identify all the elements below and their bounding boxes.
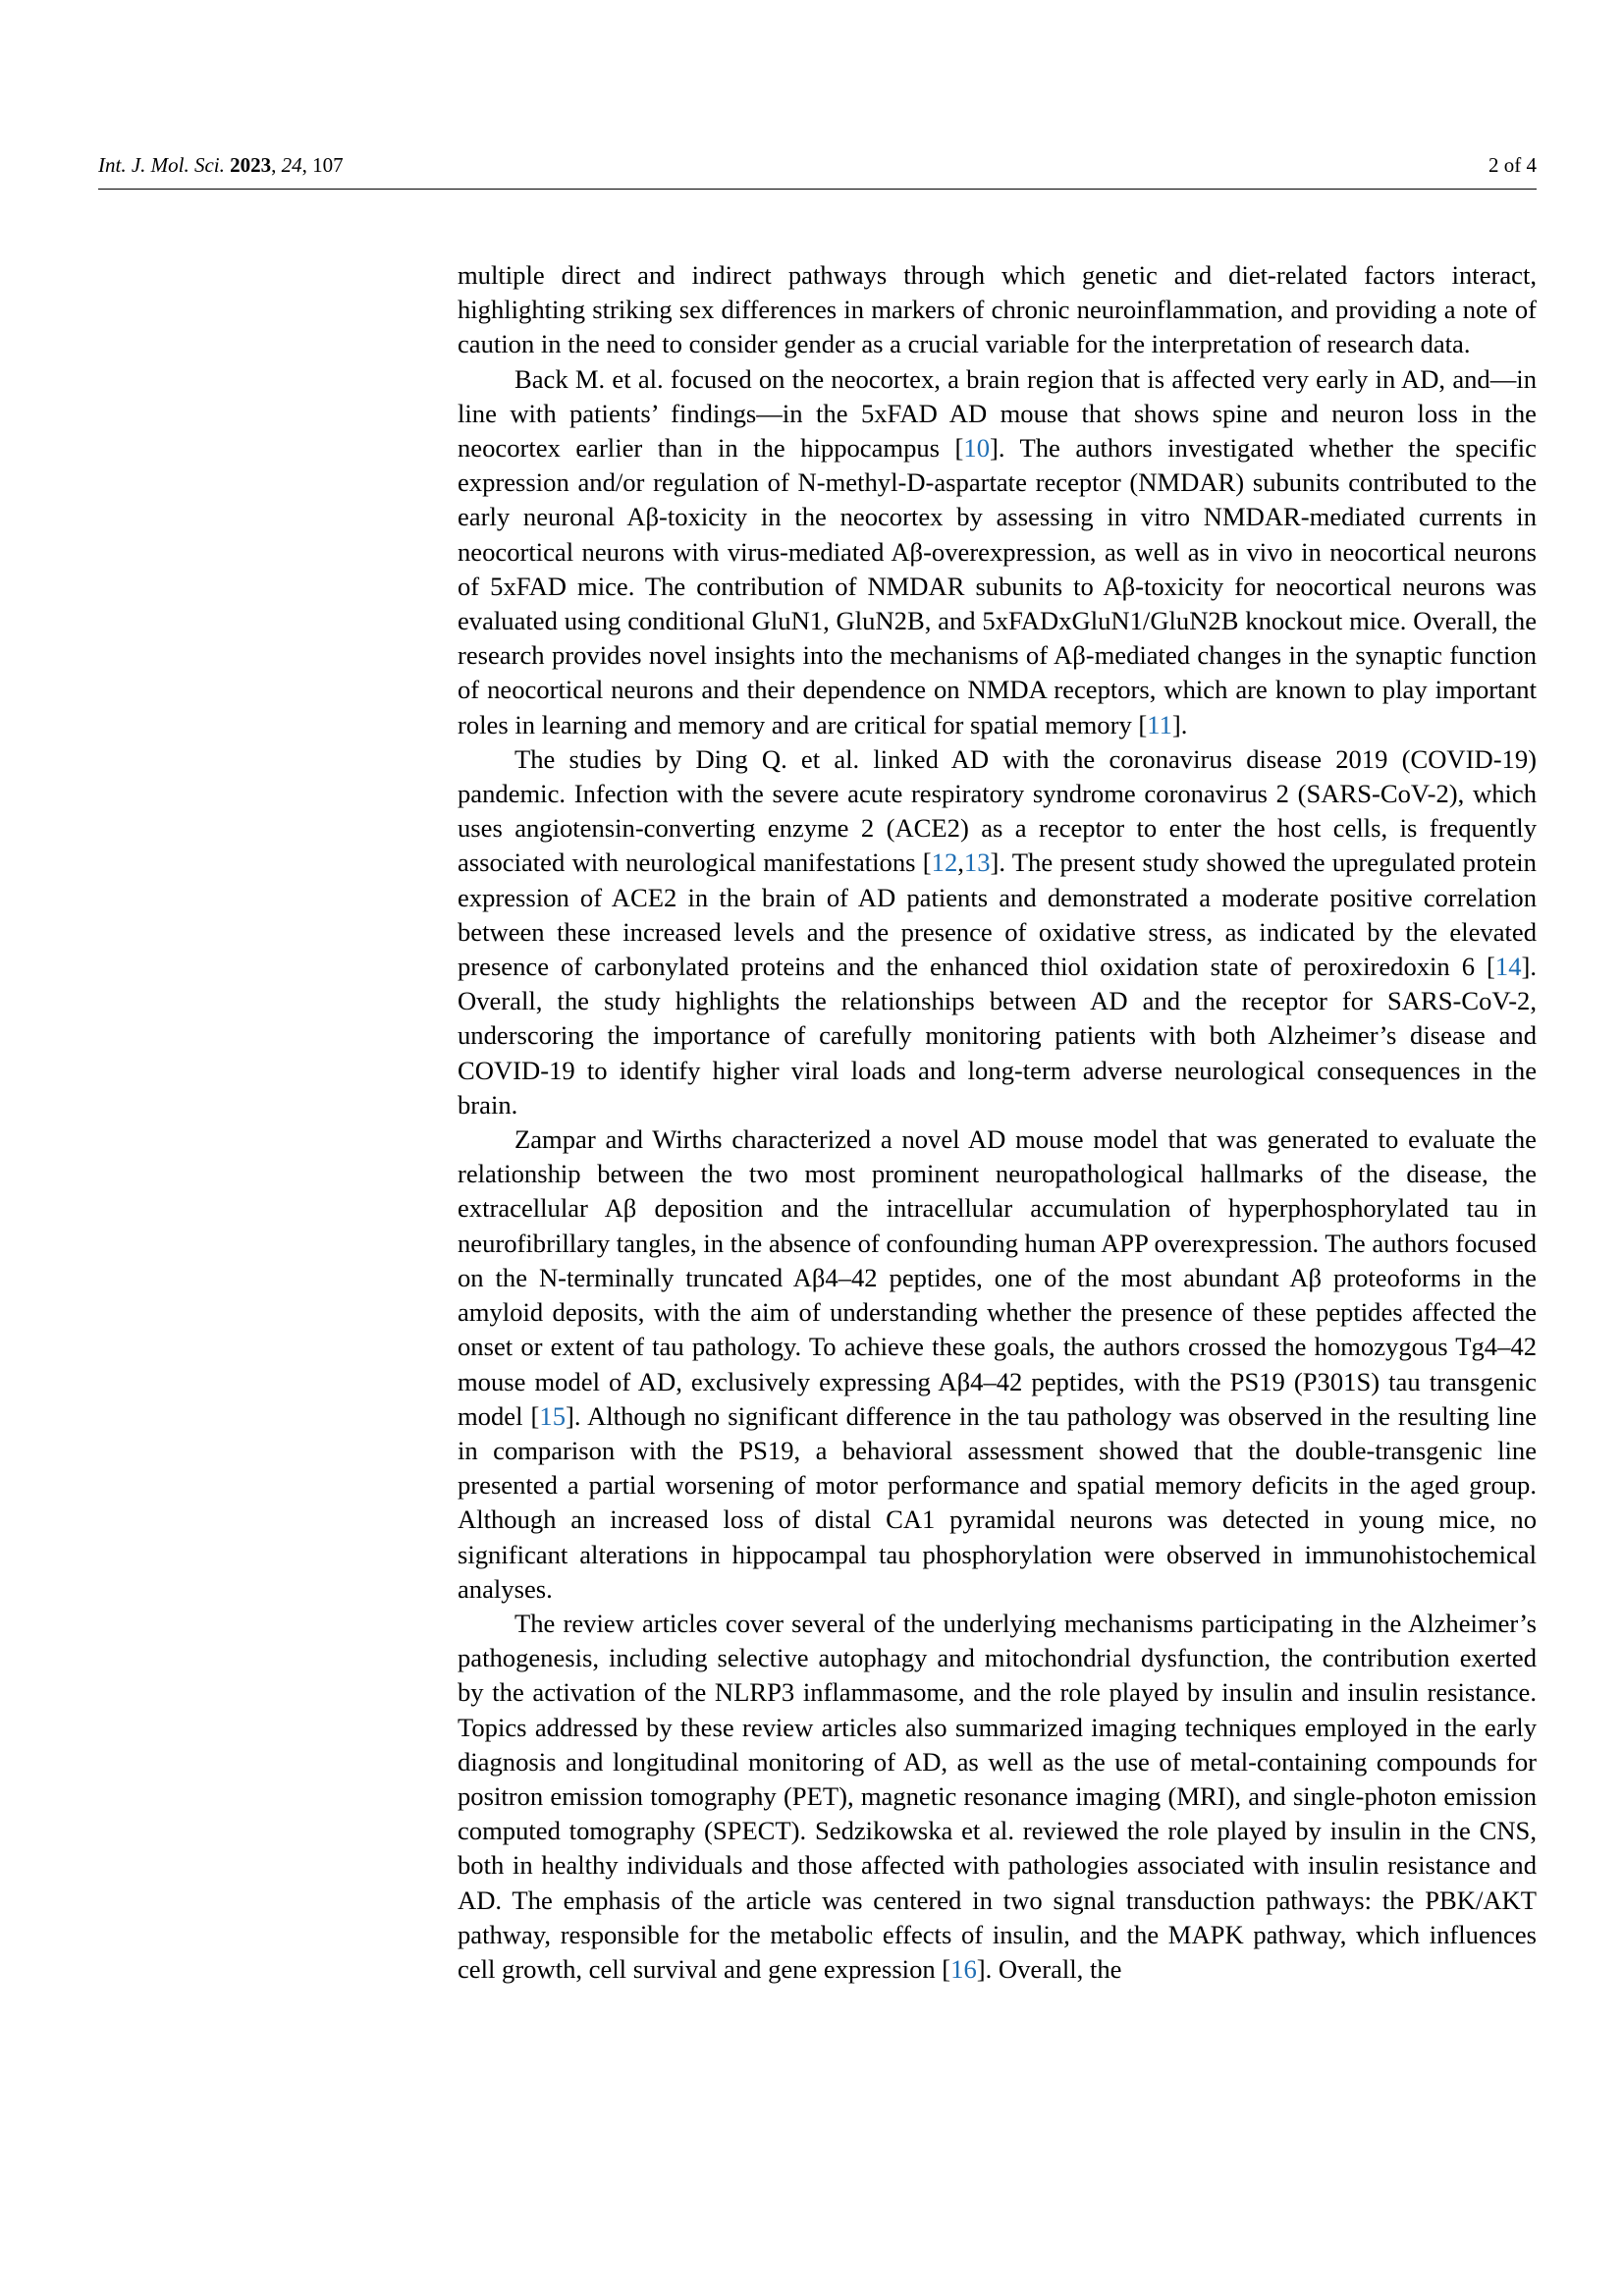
paragraph: [458, 362, 1537, 742]
paragraph: [458, 742, 1537, 1122]
article-body: [458, 258, 1537, 1987]
citation-link[interactable]: 13: [963, 847, 991, 878]
citation-link[interactable]: 11: [1147, 709, 1172, 739]
citation-link[interactable]: 12: [931, 847, 958, 878]
page-number: 2 of 4: [1488, 153, 1537, 177]
paragraph-text: multiple direct and indirect pathways through which genetic and diet-related factors interact, highlighting striking sex differences in markers of chronic neuroinflammation, and providing a note of caution in the need to consider gender as a crucial variable for the interpretation of research data.: [458, 260, 1537, 359]
paragraph-text: ]. Although no significant difference in the tau pathology was observed in the resulting line in comparison with the PS19, a behavioral assessment showed that the double-transgenic line presented a partial worsening of motor performance and spatial memory deficits in the aged group. Although an increased loss of distal CA1 pyramidal neurons was detected in young mice, no significant alterations in hippocampal tau phosphorylation were observed in immunohistochemical analyses.: [458, 1400, 1537, 1604]
journal-abbrev: Int. J. Mol. Sci.: [98, 153, 225, 177]
running-header: [98, 149, 1537, 190]
paragraph-text: ]. The authors investigated whether the specific expression and/or regulation of N-methyl-D-aspartate receptor (NMDAR) subunits contributed to the early neuronal Aβ-toxicity in the neocortex by assessing in vitro NMDAR-mediated currents in neocortical neurons with virus-mediated Aβ-overexpression, as well as in vivo in neocortical neurons of 5xFAD mice. The contribution of NMDAR subunits to Aβ-toxicity for neocortical neurons was evaluated using conditional GluN1, GluN2B, and 5xFADxGluN1/GluN2B knockout mice. Overall, the research provides novel insights into the mechanisms of Aβ-mediated changes in the synaptic function of neocortical neurons and their dependence on NMDA receptors, which are known to play important roles in learning and memory and are critical for spatial memory [: [458, 433, 1537, 739]
citation-link[interactable]: 14: [1494, 952, 1522, 982]
paragraph-text: ,: [957, 847, 964, 878]
paragraph: [458, 1607, 1537, 1987]
paragraph-text: Zampar and Wirths characterized a novel AD mouse model that was generated to evaluate the relationship between the two most prominent neuropathological hallmarks of the disease, the extracellular Aβ deposition and the intracellular accumulation of hyperphosphorylated tau in neurofibrillary tangles, in the absence of confounding human APP overexpression. The authors focused on the N-terminally truncated Aβ4–42 peptides, one of the most abundant Aβ proteoforms in the amyloid deposits, with the aim of understanding whether the presence of these peptides affected the onset or extent of tau pathology. To achieve these goals, the authors crossed the homozygous Tg4–42 mouse model of AD, exclusively expressing Aβ4–42 peptides, with the PS19 (P301S) tau transgenic model [: [458, 1124, 1537, 1431]
article-number: 107: [312, 153, 344, 177]
journal-citation: Int. J. Mol. Sci. 2023, 24, 107: [98, 153, 344, 177]
year: 2023: [230, 153, 272, 177]
paragraph-text: ].: [1171, 709, 1188, 739]
citation-link[interactable]: 15: [539, 1400, 566, 1431]
citation-link[interactable]: 10: [963, 433, 990, 464]
volume: 24: [281, 153, 302, 177]
paragraph-text: The review articles cover several of the underlying mechanisms participating in the Alzheimer’s pathogenesis, including selective autophagy and mitochondrial dysfunction, the contribution exerted by the activation of the NLRP3 inflammasome, and the role played by insulin and insulin resistance. Topics addressed by these review articles also summarized imaging techniques employed in the early diagnosis and longitudinal monitoring of AD, as well as the use of metal-containing compounds for positron emission tomography (PET), magnetic resonance imaging (MRI), and single-photon emission computed tomography (SPECT). Sedzikowska et al. reviewed the role played by insulin in the CNS, both in healthy individuals and those affected with pathologies associated with insulin resistance and AD. The emphasis of the article was centered in two signal transduction pathways: the PBK/AKT pathway, responsible for the metabolic effects of insulin, and the MAPK pathway, which influences cell growth, cell survival and gene expression [: [458, 1608, 1537, 1984]
paragraph: [458, 1122, 1537, 1607]
paragraph-text: ]. The present study showed the upregulated protein expression of ACE2 in the brain of AD patients and demonstrated a moderate positive correlation between these increased levels and the presence of oxidative stress, as indicated by the elevated presence of carbonylated proteins and the enhanced thiol oxidation state of peroxiredoxin 6 [: [458, 847, 1537, 982]
paragraph-text: The studies by Ding Q. et al. linked AD with the coronavirus disease 2019 (COVID-19) pandemic. Infection with the severe acute respiratory syndrome coronavirus 2 (SARS-CoV-2), which uses angiotensin-converting enzyme 2 (ACE2) as a receptor to enter the host cells, is frequently associated with neurological manifestations [: [458, 743, 1537, 878]
paragraph-text: Back M. et al. focused on the neocortex, a brain region that is affected very early in AD, and—in line with patients’ findings—in the 5xFAD AD mouse that shows spine and neuron loss in the neocortex earlier than in the hippocampus [: [458, 363, 1537, 464]
paragraph-text: ]. Overall, the study highlights the relationships between AD and the receptor for SARS-CoV-2, underscoring the importance of carefully monitoring patients with both Alzheimer’s disease and COVID-19 to identify higher viral loads and long-term adverse neurological consequences in the brain.: [458, 952, 1537, 1120]
paragraph: [458, 258, 1537, 362]
paragraph-text: ]. Overall, the: [976, 1953, 1122, 1984]
citation-link[interactable]: 16: [950, 1953, 977, 1984]
